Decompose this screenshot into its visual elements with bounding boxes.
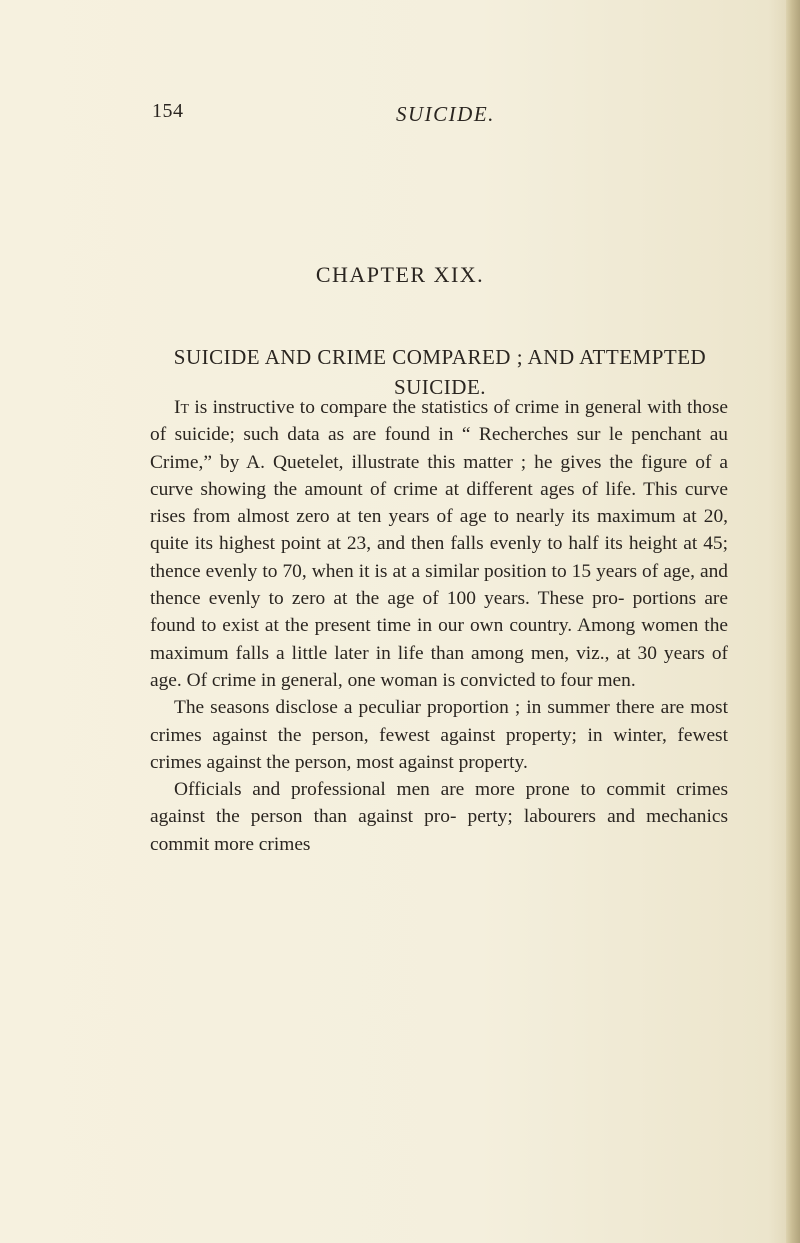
paragraph-lead: It [174,397,190,418]
page-edge-shadow [786,0,800,1243]
running-title: SUICIDE. [396,102,495,126]
paragraph: Officials and professional men are more prone to commit crimes against the person than against pro- perty; labourers and mechanics commit more crimes [150,779,728,855]
paragraph-text: is instructive to compare the statistics of crime in general with those of suicide; such data as are found in “ Recherches sur le penchant au Crime,” by A. Quetelet, illustrate this matter ; he gives the figure of a curve showing the amount of crime at different ages of life. This curve rises from almost zero at ten years of age to nearly its maximum at 20, quite its highest point at 23, and then falls evenly to half its height at 45; thence evenly to 70, when it is at a similar position to 15 years of age, and thence evenly to zero at the age of 100 years. These pro- portions are found to exist at the present time in our own country. Among women the maximum falls a little later in life than among men, viz., at 30 years of age. Of crime in general, one woman is convicted to four men. [150,397,728,691]
chapter-title: SUICIDE AND CRIME COMPARED ; AND ATTEMPTED SUICIDE. [173,345,707,399]
chapter-number: CHAPTER XIX. [315,262,485,287]
running-header [152,100,712,140]
paragraph: The seasons disclose a peculiar proportion ; in summer there are most crimes against the person, fewest against property; in winter, fewest crimes against the person, most against property. [150,697,728,773]
body-text [150,394,728,858]
page-number: 154 [152,100,184,122]
paragraph [150,394,728,694]
